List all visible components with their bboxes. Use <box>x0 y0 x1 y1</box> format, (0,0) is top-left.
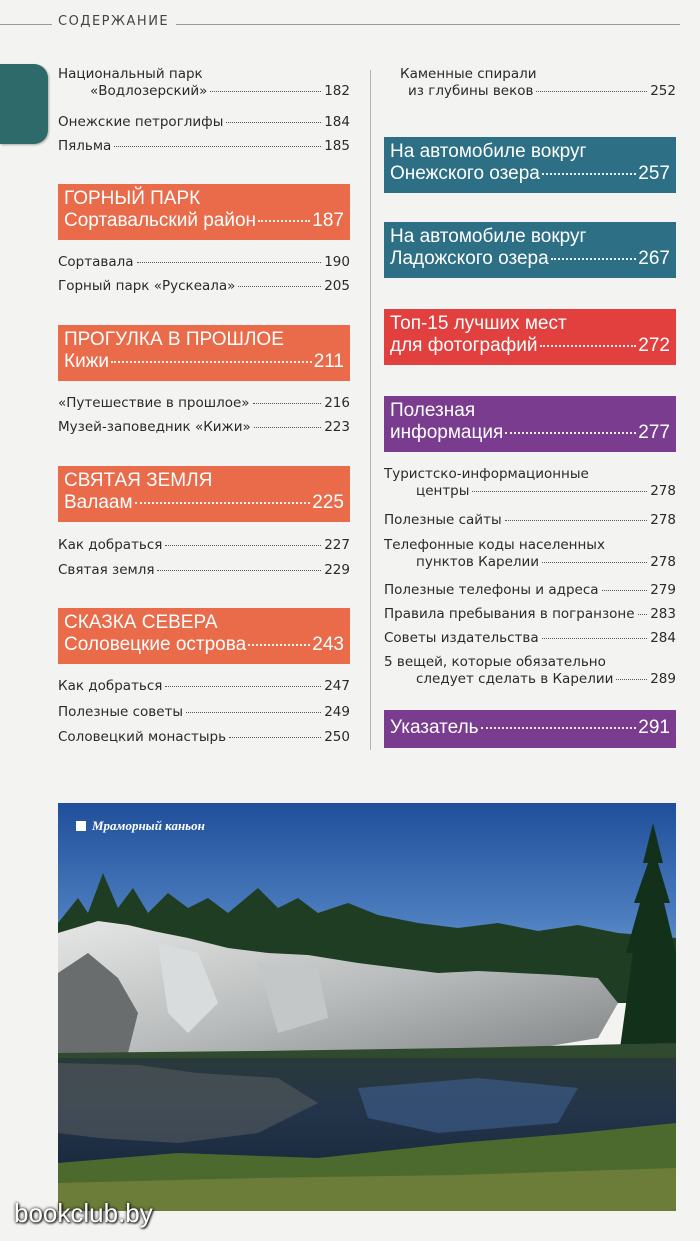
section-title: Полезная <box>390 400 476 421</box>
page-number: 216 <box>324 395 350 411</box>
page-title: СОДЕРЖАНИЕ <box>58 14 170 29</box>
entry-text: Пяльма <box>58 138 112 154</box>
entry-line1: Национальный парк <box>58 66 203 82</box>
section-onega-drive[interactable] <box>384 137 676 193</box>
section-title: СКАЗКА СЕВЕРА <box>64 612 218 633</box>
page-number: 184 <box>324 114 350 130</box>
toc-entry-kak-dobratsya-valaam[interactable] <box>58 537 350 554</box>
page-number: 190 <box>324 254 350 270</box>
section-top15-photo[interactable] <box>384 309 676 365</box>
entry-line2: из глубины веков <box>408 83 534 99</box>
entry-text: Святая земля <box>58 562 155 578</box>
section-gorny-park[interactable] <box>58 184 350 240</box>
section-title: На автомобиле вокруг <box>390 226 587 247</box>
section-progulka[interactable] <box>58 325 350 381</box>
page-number: 289 <box>650 671 676 687</box>
entry-text: Онежские петроглифы <box>58 114 224 130</box>
page-number: 187 <box>312 210 344 231</box>
section-title: Указатель <box>390 717 479 738</box>
section-subtitle: Валаам <box>64 492 133 513</box>
watermark: bookclub.by <box>14 1198 153 1228</box>
entry-text: Полезные сайты <box>384 512 502 528</box>
entry-text: Правила пребывания в погранзоне <box>384 606 635 622</box>
page-number: 257 <box>638 163 670 184</box>
page-number: 283 <box>650 606 676 622</box>
page-number: 291 <box>638 717 670 738</box>
page-number: 247 <box>324 678 350 694</box>
toc-entry-phones-addresses[interactable] <box>384 582 676 599</box>
entry-text: Полезные телефоны и адреса <box>384 582 599 598</box>
section-subtitle: Сортавальский район <box>64 210 257 231</box>
entry-line2: следует сделать в Карелии <box>416 671 614 687</box>
toc-entry-five-things[interactable] <box>384 654 676 688</box>
toc-entry-kak-dobratsya-solovki[interactable] <box>58 678 350 695</box>
marble-canyon-photo <box>58 803 676 1211</box>
page-number: 267 <box>638 248 670 269</box>
entry-text: Как добраться <box>58 537 163 553</box>
page-number: 185 <box>324 138 350 154</box>
page-number: 278 <box>650 483 676 499</box>
toc-entry-poleznye-sovety[interactable] <box>58 704 350 721</box>
caption-square-icon <box>76 821 86 831</box>
page-number: 182 <box>324 83 350 99</box>
entry-text: Музей-заповедник «Кижи» <box>58 419 251 435</box>
page-number: 249 <box>324 704 350 720</box>
section-title: СВЯТАЯ ЗЕМЛЯ <box>64 470 213 491</box>
section-ladoga-drive[interactable] <box>384 222 676 278</box>
page-number: 252 <box>650 83 676 99</box>
header-rule-right <box>176 24 680 25</box>
section-subtitle: информация <box>390 422 504 443</box>
entry-line1: 5 вещей, которые обязательно <box>384 654 606 670</box>
toc-entry-puteshestvie[interactable] <box>58 395 350 412</box>
page-number: 205 <box>324 278 350 294</box>
page-number: 272 <box>638 335 670 356</box>
chapter-tab-marker <box>0 64 48 144</box>
section-svyataya-zemlya[interactable] <box>58 466 350 522</box>
page-number: 278 <box>650 554 676 570</box>
entry-line2: «Водлозерский» <box>90 83 208 99</box>
toc-entry-phone-codes[interactable] <box>384 537 676 571</box>
section-title: ГОРНЫЙ ПАРК <box>64 188 201 209</box>
toc-entry-border-zone[interactable] <box>384 606 676 623</box>
page-number: 277 <box>638 422 670 443</box>
toc-entry-kizhi-museum[interactable] <box>58 419 350 436</box>
page-number: 284 <box>650 630 676 646</box>
page-number: 225 <box>312 492 344 513</box>
section-title: ПРОГУЛКА В ПРОШЛОЕ <box>64 329 284 350</box>
toc-entry-sortavala[interactable] <box>58 254 350 271</box>
entry-line1: Телефонные коды населенных <box>384 537 605 553</box>
toc-entry-pyalma[interactable] <box>58 138 350 155</box>
section-subtitle: Соловецкие острова <box>64 634 247 655</box>
section-skazka-severa[interactable] <box>58 608 350 664</box>
page-number: 279 <box>650 582 676 598</box>
toc-entry-useful-sites[interactable] <box>384 512 676 529</box>
entry-line1: Каменные спирали <box>400 66 537 82</box>
header-rule-left <box>0 24 52 25</box>
section-poleznaya-info[interactable] <box>384 396 676 452</box>
toc-entry-petroglyphs[interactable] <box>58 114 350 131</box>
entry-line1: Туристско-информационные <box>384 466 589 482</box>
page-number: 278 <box>650 512 676 528</box>
entry-text: Соловецкий монастырь <box>58 729 227 745</box>
toc-entry-vodlozersky[interactable] <box>58 66 350 100</box>
photo-caption-text: Мраморный каньон <box>92 818 205 833</box>
entry-text: Как добраться <box>58 678 163 694</box>
page-number: 227 <box>324 537 350 553</box>
entry-text: Советы издательства <box>384 630 539 646</box>
page-number: 211 <box>313 351 344 372</box>
column-divider <box>370 70 371 750</box>
page-number: 223 <box>324 419 350 435</box>
section-subtitle: Ладожского озера <box>390 248 549 269</box>
toc-entry-publisher-tips[interactable] <box>384 630 676 647</box>
entry-text: Горный парк «Рускеала» <box>58 278 236 294</box>
entry-text: Сортавала <box>58 254 134 270</box>
entry-text: «Путешествие в прошлое» <box>58 395 250 411</box>
entry-line2: центры <box>416 483 470 499</box>
toc-entry-svyataya-zemlya[interactable] <box>58 562 350 579</box>
toc-entry-tourist-centers[interactable] <box>384 466 676 500</box>
photo-caption <box>76 818 205 834</box>
entry-text: Полезные советы <box>58 704 184 720</box>
toc-entry-ruskeala[interactable] <box>58 278 350 295</box>
section-subtitle: Онежского озера <box>390 163 540 184</box>
toc-entry-monastery[interactable] <box>58 729 350 746</box>
section-subtitle: для фотографий <box>390 335 538 356</box>
section-subtitle: Кижи <box>64 351 110 372</box>
page-number: 243 <box>312 634 344 655</box>
page-number: 250 <box>324 729 350 745</box>
section-title: На автомобиле вокруг <box>390 141 587 162</box>
entry-line2: пунктов Карелии <box>416 554 540 570</box>
toc-entry-kamennye-spirali[interactable] <box>384 66 676 100</box>
section-title: Топ-15 лучших мест <box>390 313 567 334</box>
page-number: 229 <box>324 562 350 578</box>
section-index[interactable] <box>384 710 676 748</box>
